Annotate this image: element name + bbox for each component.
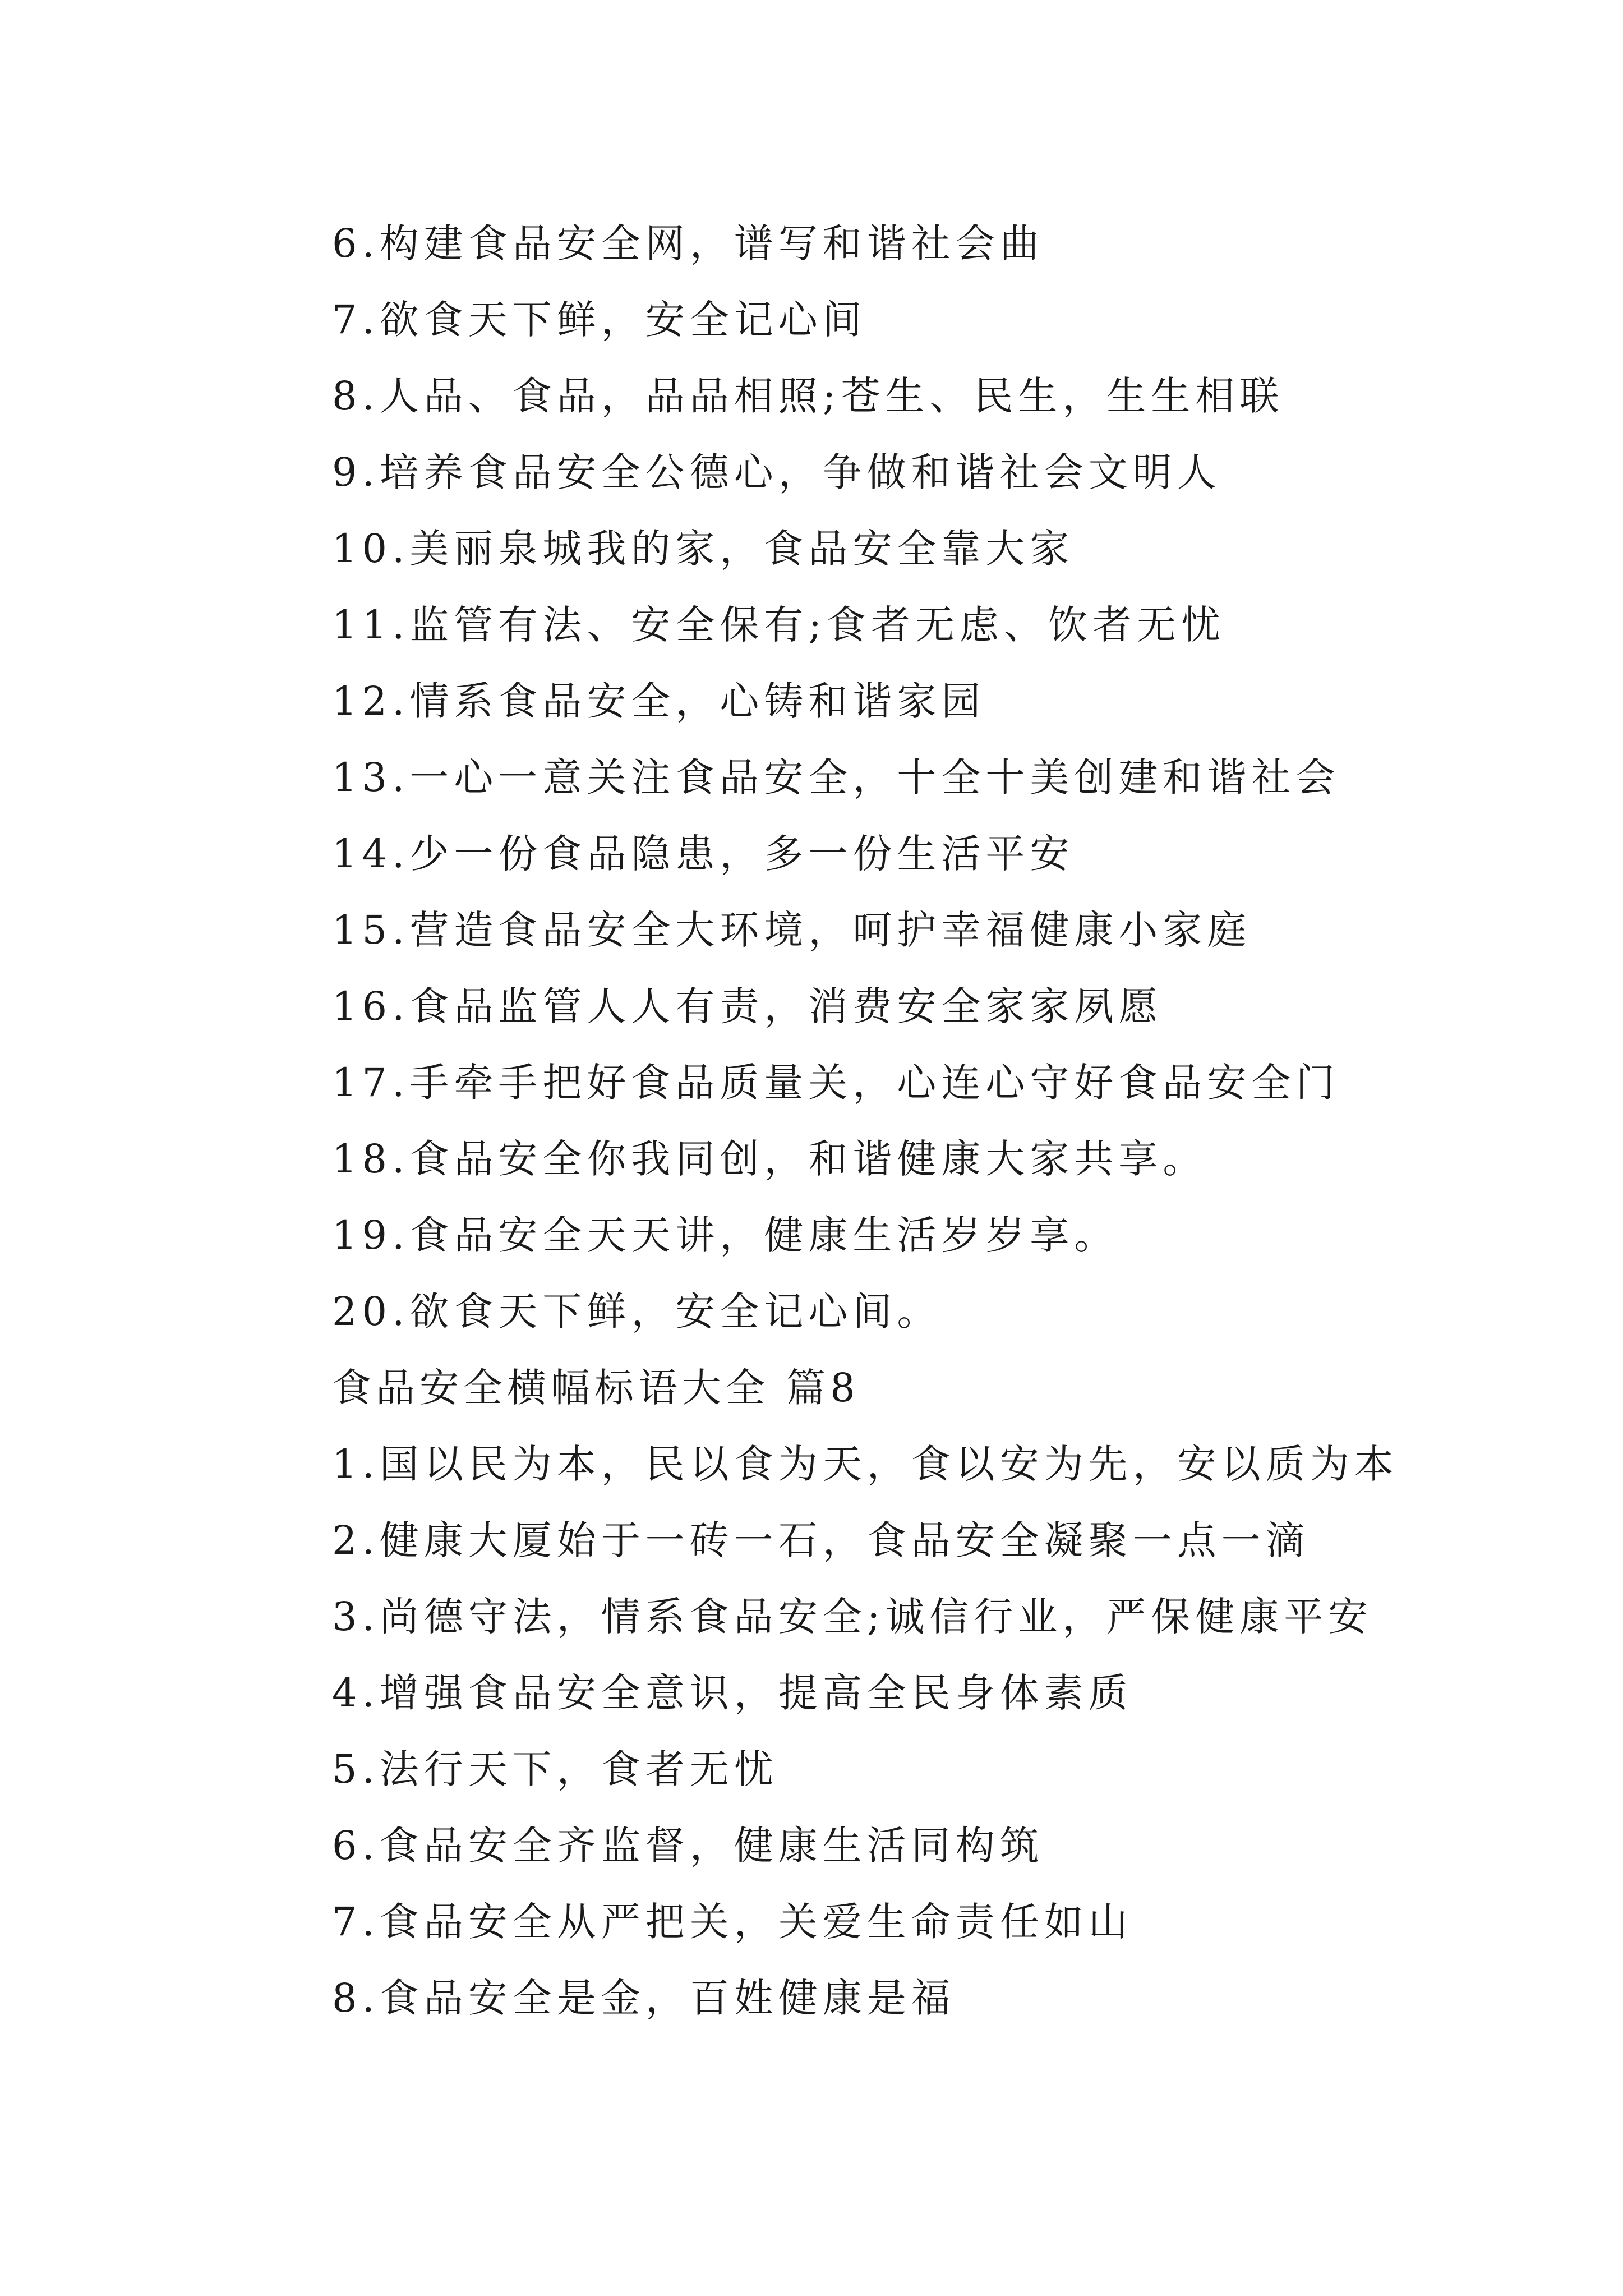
slogan-line: 6.食品安全齐监督，健康生活同构筑: [332, 1823, 1044, 1869]
slogan-line: 20.欲食天下鲜，安全记心间。: [332, 1289, 942, 1335]
slogan-line: 5.法行天下，食者无忧: [332, 1746, 778, 1792]
slogan-line: 6.构建食品安全网，谱写和谐社会曲: [332, 220, 1044, 266]
slogan-line: 3.尚德守法，情系食品安全;诚信行业，严保健康平安: [332, 1594, 1373, 1640]
slogan-line: 8.食品安全是金，百姓健康是福: [332, 1975, 956, 2021]
slogan-line: 10.美丽泉城我的家，食品安全靠大家: [332, 526, 1075, 572]
slogan-line: 2.健康大厦始于一砖一石，食品安全凝聚一点一滴: [332, 1517, 1310, 1563]
slogan-line: 9.培养食品安全公德心，争做和谐社会文明人: [332, 449, 1221, 495]
slogan-line: 14.少一份食品隐患，多一份生活平安: [332, 831, 1075, 877]
slogan-line: 12.情系食品安全，心铸和谐家园: [332, 678, 986, 724]
slogan-line: 17.手牵手把好食品质量关，心连心守好食品安全门: [332, 1060, 1340, 1106]
slogan-line: 4.增强食品安全意识，提高全民身体素质: [332, 1670, 1133, 1716]
document-body: [332, 205, 1510, 2036]
slogan-line: 8.人品、食品，品品相照;苍生、民生，生生相联: [332, 373, 1284, 419]
section-heading: 食品安全横幅标语大全 篇8: [332, 1365, 860, 1411]
slogan-line: 7.欲食天下鲜，安全记心间: [332, 297, 867, 343]
slogan-line: 18.食品安全你我同创，和谐健康大家共享。: [332, 1136, 1207, 1182]
slogan-line: 7.食品安全从严把关，关爱生命责任如山: [332, 1899, 1133, 1945]
slogan-line: 16.食品监管人人有责，消费安全家家夙愿: [332, 983, 1163, 1029]
slogan-line: 1.国以民为本，民以食为天，食以安为先，安以质为本: [332, 1441, 1399, 1487]
slogan-line: 11.监管有法、安全保有;食者无虑、饮者无忧: [332, 602, 1225, 648]
slogan-line: 19.食品安全天天讲，健康生活岁岁享。: [332, 1212, 1119, 1258]
slogan-line: 13.一心一意关注食品安全，十全十美创建和谐社会: [332, 754, 1340, 800]
slogan-line: 15.营造食品安全大环境，呵护幸福健康小家庭: [332, 907, 1252, 953]
